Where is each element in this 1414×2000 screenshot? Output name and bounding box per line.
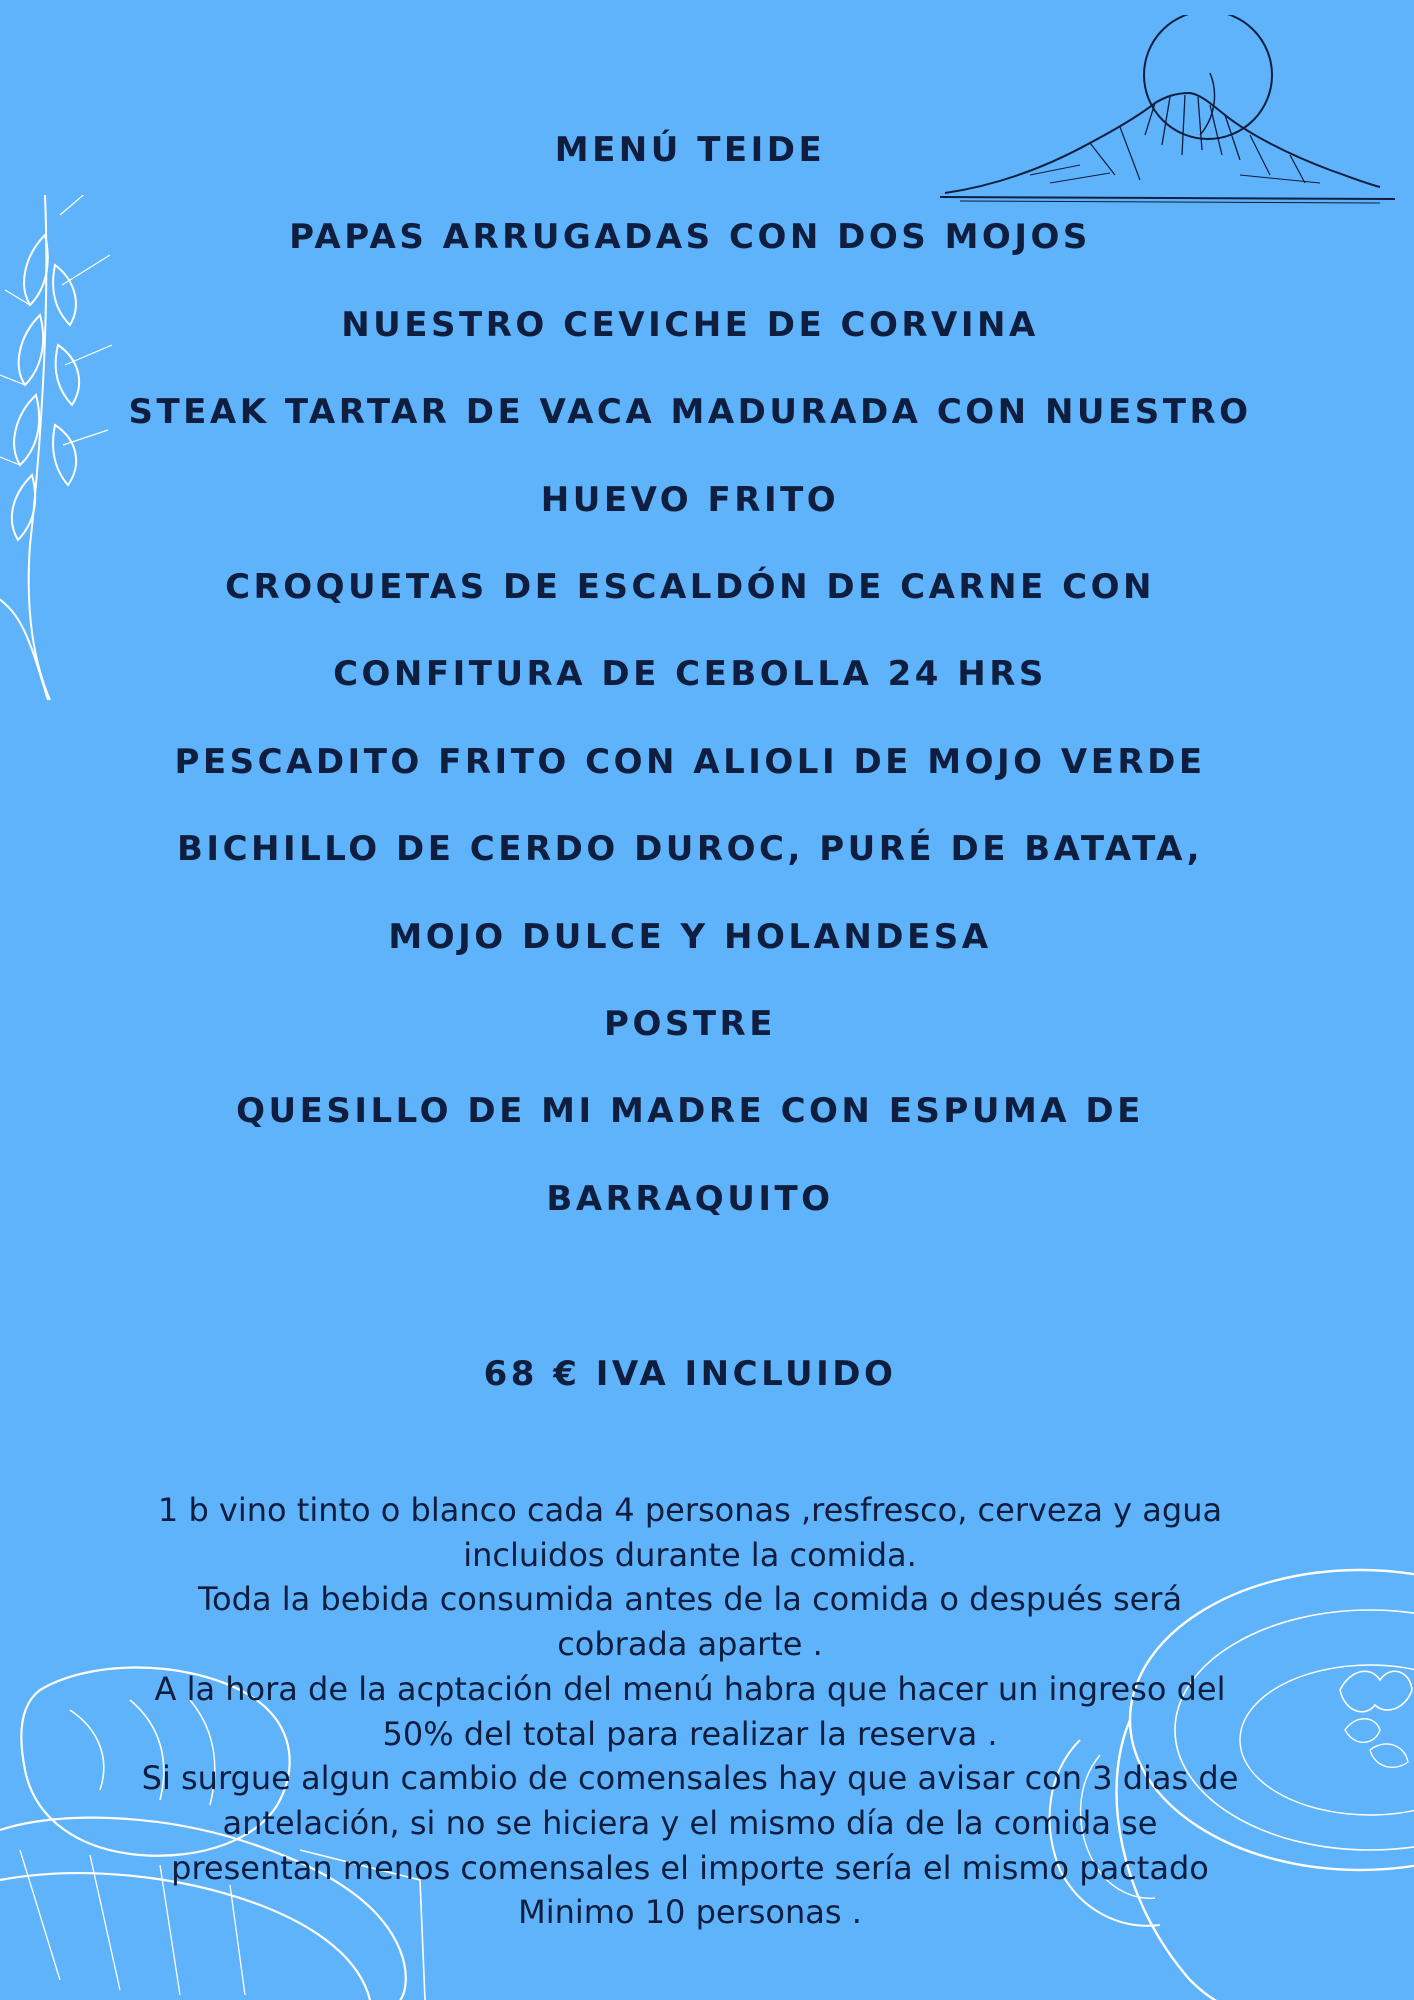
menu-item: MOJO DULCE Y HOLANDESA — [388, 917, 992, 957]
note-paragraph: Toda la bebida consumida antes de la comida o después será cobrada aparte . — [197, 1580, 1183, 1664]
menu-item: CONFITURA DE CEBOLLA 24 HRS — [333, 654, 1047, 694]
menu-title: MENÚ TEIDE — [554, 130, 826, 170]
conditions-notes — [140, 1488, 1240, 1935]
menu-section-heading: POSTRE — [604, 1004, 776, 1044]
menu-item: CROQUETAS DE ESCALDÓN DE CARNE CON — [225, 567, 1155, 607]
menu-price: 68 € IVA INCLUIDO — [483, 1354, 897, 1394]
note-paragraph: Si surgue algun cambio de comensales hay que avisar con 3 dias de antelación, si no se hiciera y el mismo día de la comida se presentan menos comensales el importe sería el mismo pactado — [141, 1759, 1239, 1887]
menu-item: NUESTRO CEVICHE DE CORVINA — [341, 305, 1039, 345]
menu-item: PESCADITO FRITO CON ALIOLI DE MOJO VERDE — [174, 742, 1206, 782]
menu-item: STEAK TARTAR DE VACA MADURADA CON NUESTRO — [128, 392, 1252, 432]
note-paragraph: A la hora de la acptación del menú habra que hacer un ingreso del 50% del total para realizar la reserva . — [154, 1669, 1226, 1753]
menu-item: QUESILLO DE MI MADRE CON ESPUMA DE — [236, 1091, 1144, 1131]
mountain-sun-icon — [940, 15, 1400, 205]
note-paragraph: Minimo 10 personas . — [518, 1893, 862, 1932]
menu-item: HUEVO FRITO — [540, 480, 840, 520]
menu-item: PAPAS ARRUGADAS CON DOS MOJOS — [289, 217, 1091, 257]
menu-item: BICHILLO DE CERDO DUROC, PURÉ DE BATATA, — [177, 829, 1203, 869]
menu-item: BARRAQUITO — [546, 1179, 834, 1219]
wheat-icon — [0, 195, 115, 715]
note-paragraph: 1 b vino tinto o blanco cada 4 personas ,resfresco, cerveza y agua incluidos durante la comida. — [157, 1491, 1223, 1574]
